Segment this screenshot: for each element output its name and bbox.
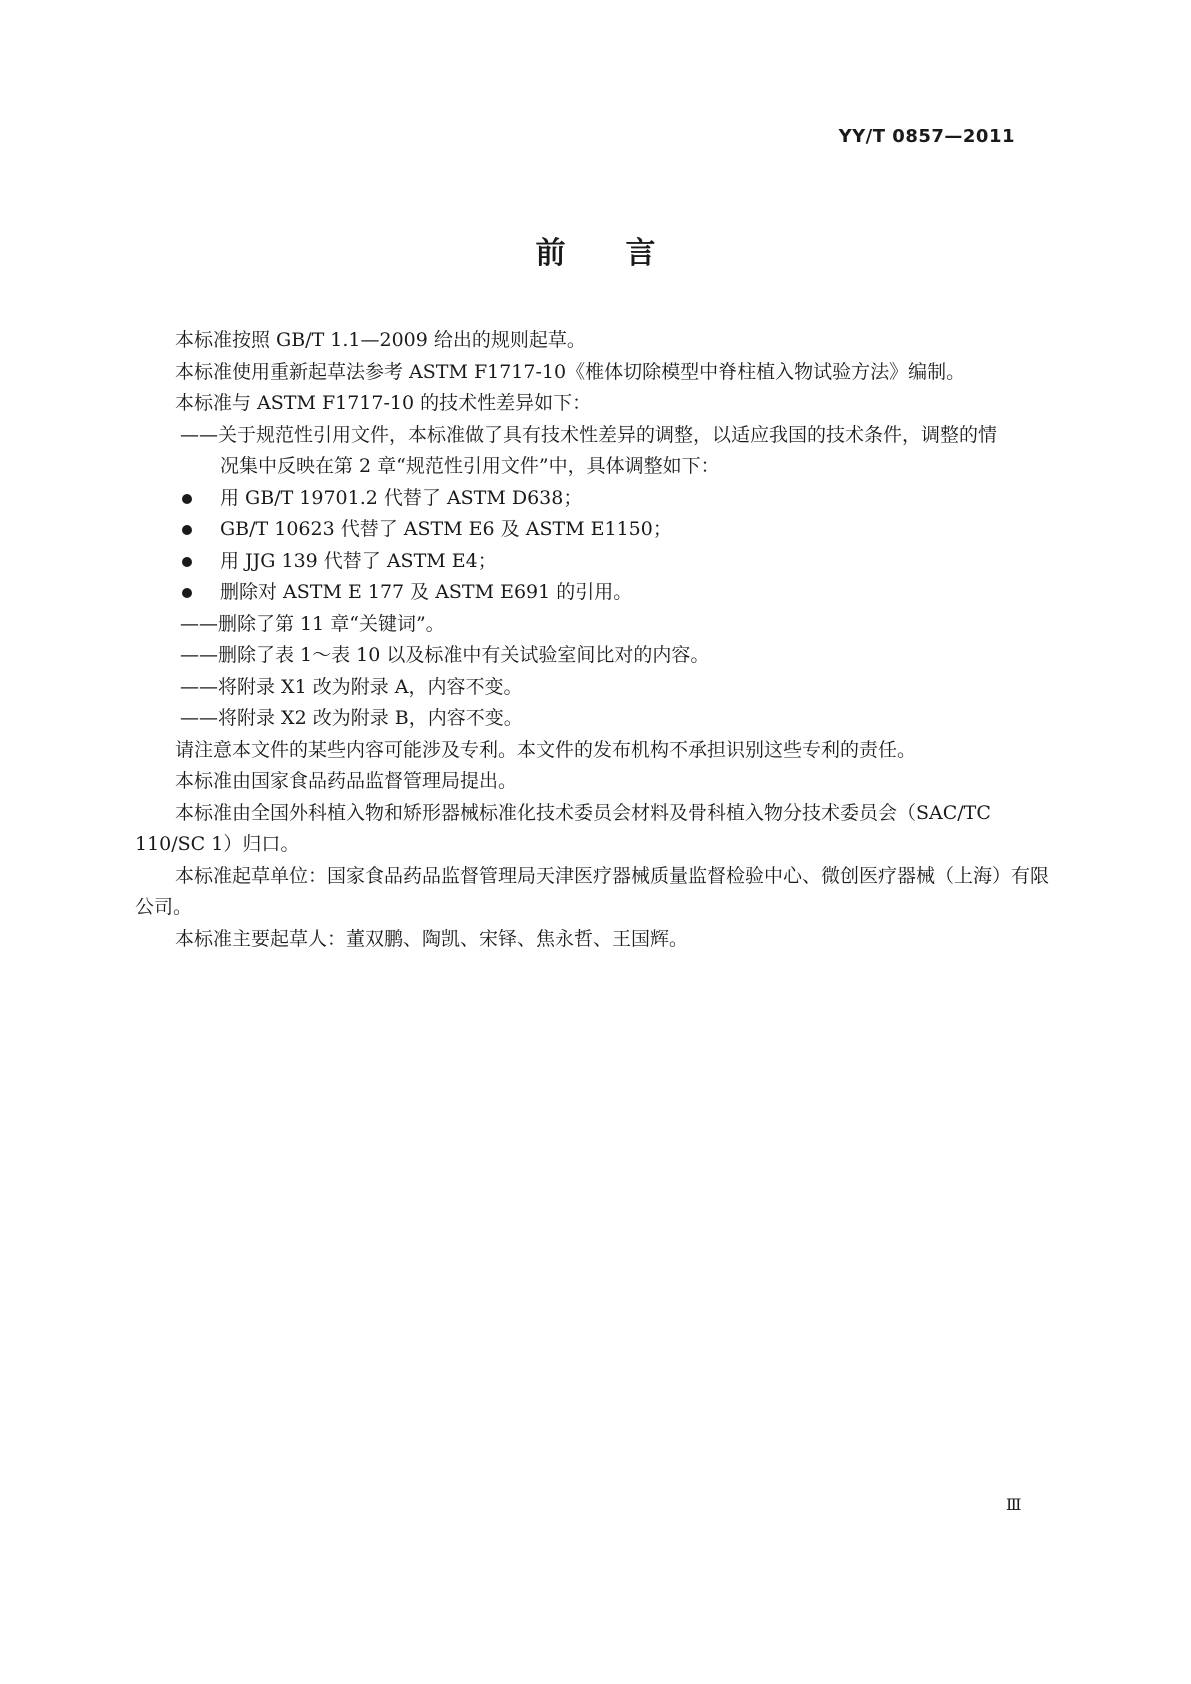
dash-item: ——将附录 X1 改为附录 A，内容不变。 [180,675,523,698]
dash-item-normative-references: ——关于规范性引用文件，本标准做了具有技术性差异的调整，以适应我国的技术条件，调整的情 [180,423,998,446]
dash-item-normative-references-cont: 况集中反映在第 2 章“规范性引用文件”中，具体调整如下： [220,455,720,477]
bullet-text: 用 JJG 139 代替了 ASTM E4； [220,549,497,572]
bullet-item [135,514,1067,546]
bullet-item [135,577,1067,609]
dash-item: ——删除了第 11 章“关键词”。 [180,612,445,635]
bullet-text: GB/T 10623 代替了 ASTM E6 及 ASTM E1150； [220,518,672,540]
bullet-icon [182,494,192,504]
foreword-body [135,325,1067,955]
bullet-item [135,483,1067,515]
paragraph-drafting-rules: 本标准按照 GB/T 1.1—2009 给出的规则起草。 [175,329,586,351]
standard-code: YY/T 0857—2011 [838,126,1015,147]
paragraph-patent-notice: 请注意本文件的某些内容可能涉及专利。本文件的发布机构不承担识别这些专利的责任。 [175,738,917,761]
bullet-icon [182,557,192,567]
bullet-icon [182,525,192,535]
paragraph-proposer: 本标准由国家食品药品监督管理局提出。 [175,770,518,792]
paragraph-committee: 本标准由全国外科植入物和矫形器械标准化技术委员会材料及骨科植入物分技术委员会（SAC/TC 110/SC 1）归口。 [135,801,991,855]
dash-item: ——将附录 X2 改为附录 B，内容不变。 [180,707,523,729]
title-char-1: 前 [535,236,566,271]
bullet-item [135,546,1067,578]
page-number: Ⅲ [1006,1495,1022,1514]
title-char-2: 言 [625,236,656,271]
paragraph-differences-intro: 本标准与 ASTM F1717-10 的技术性差异如下： [175,392,592,414]
page-title [0,228,1191,272]
paragraph-drafters: 本标准主要起草人：董双鹏、陶凯、宋铎、焦永哲、王国辉。 [175,927,689,950]
bullet-text: 用 GB/T 19701.2 代替了 ASTM D638； [220,486,583,509]
paragraph-drafting-units: 本标准起草单位：国家食品药品监督管理局天津医疗器械质量监督检验中心、微创医疗器械（上海）有限公司。 [135,864,1050,918]
bullet-text: 删除对 ASTM E 177 及 ASTM E691 的引用。 [220,581,633,603]
bullet-icon [182,588,192,598]
paragraph-reference-method: 本标准使用重新起草法参考 ASTM F1717-10《椎体切除模型中脊柱植入物试验方法》编制。 [175,360,966,383]
dash-item: ——删除了表 1～表 10 以及标准中有关试验室间比对的内容。 [180,644,710,666]
